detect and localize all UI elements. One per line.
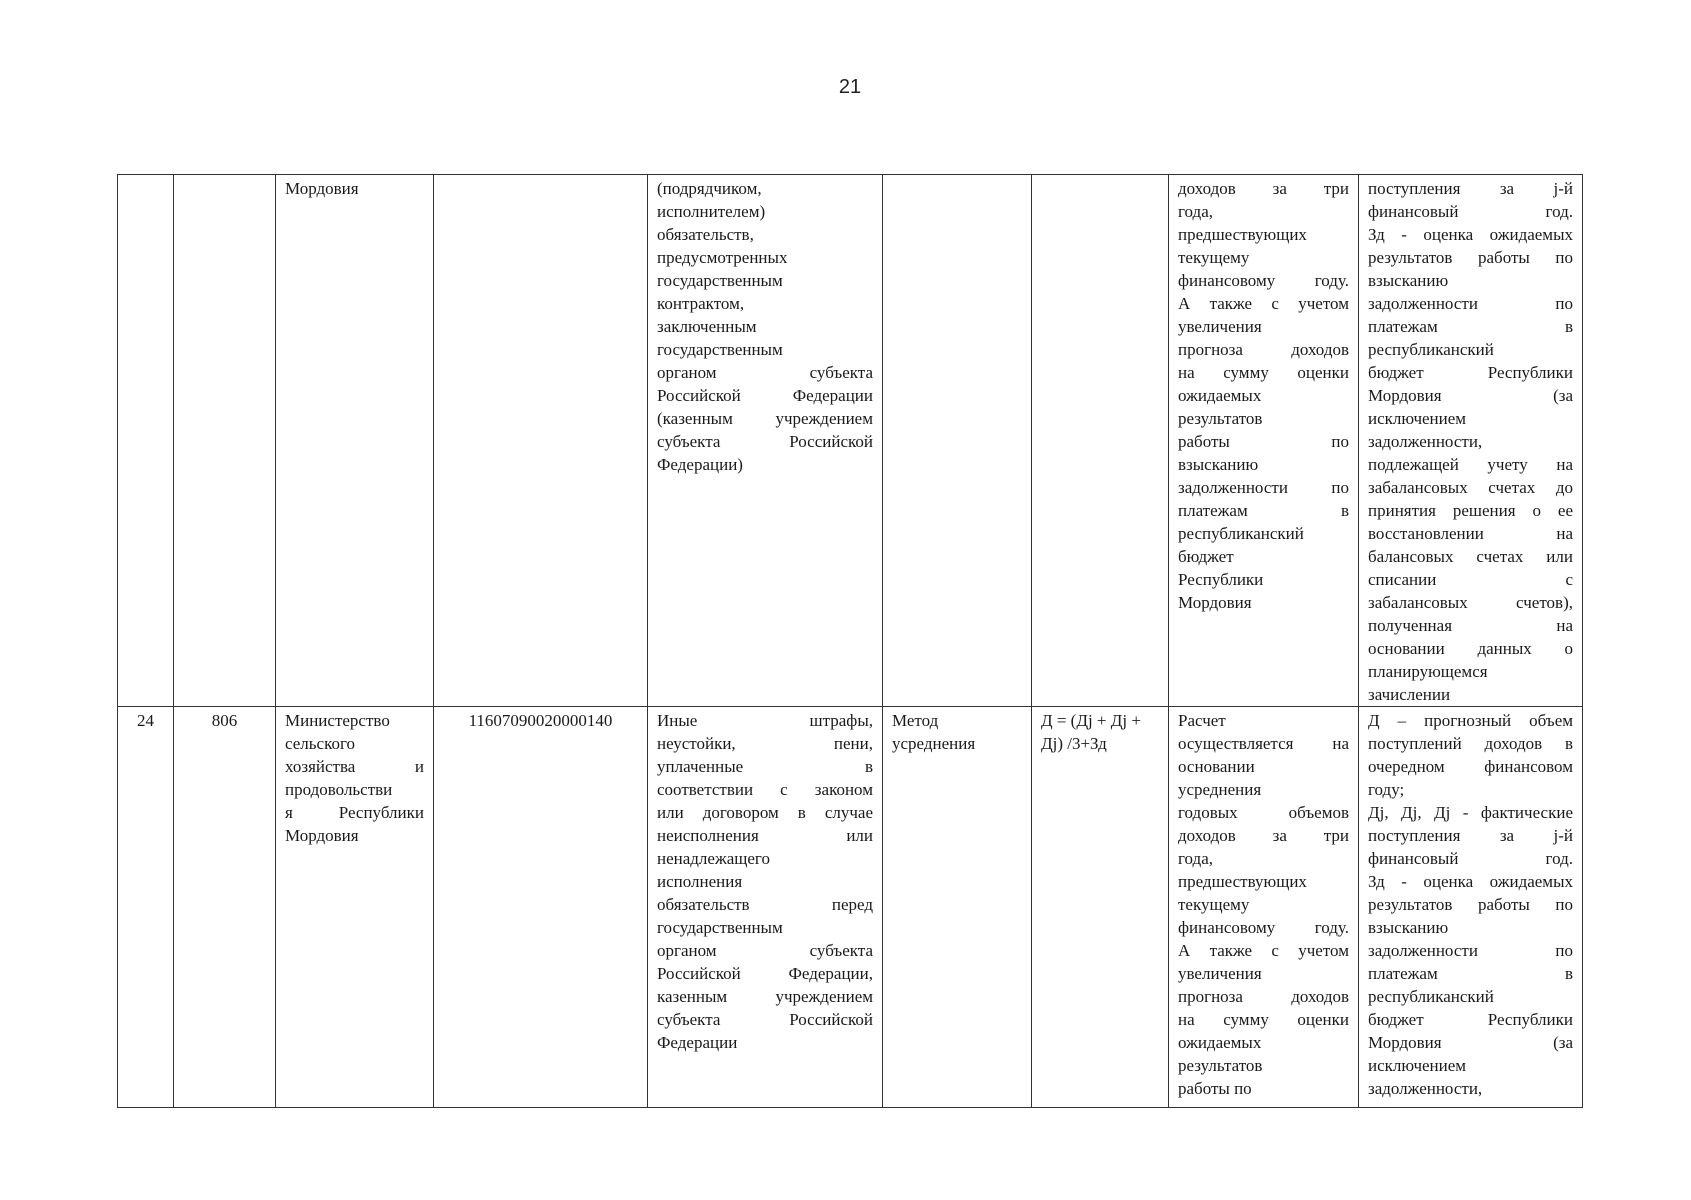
- text-line: забалансовых счетов),: [1368, 593, 1573, 612]
- administrator-cell: [276, 707, 434, 1108]
- text-line: продовольстви: [285, 780, 393, 799]
- text-line: бюджет Республики: [1368, 363, 1573, 382]
- description-cell: [1359, 175, 1583, 707]
- text-line: текущему: [1178, 248, 1250, 267]
- text-line: забалансовых счетах до: [1368, 478, 1573, 497]
- kbk-code-cell: [434, 175, 648, 707]
- text-line: платежам в: [1368, 317, 1573, 336]
- text-line: Дj) /3+Зд: [1041, 734, 1107, 753]
- text-line: Мордовия: [285, 179, 359, 198]
- text-line: году;: [1368, 780, 1405, 799]
- text-line: платежам в: [1178, 501, 1349, 520]
- text-line: исполнителем): [657, 202, 766, 221]
- text-line: прогноза доходов: [1178, 987, 1349, 1006]
- text-line: А также с учетом: [1178, 294, 1349, 313]
- text-line: поступления за j-й: [1368, 179, 1573, 198]
- text-line: Метод: [892, 711, 939, 730]
- revenue-name-cell: [648, 175, 883, 707]
- text-line: субъекта Российской: [657, 1010, 873, 1029]
- text-line: Федерации: [657, 1033, 738, 1052]
- text-line: работы по: [1178, 432, 1349, 451]
- text-line: Федерации): [657, 455, 743, 474]
- page-number: 21: [838, 76, 862, 98]
- text-line: республиканский: [1368, 987, 1494, 1006]
- text-line: ожидаемых: [1178, 1033, 1262, 1052]
- text-line: Российской Федерации,: [657, 964, 873, 983]
- text-line: Мордовия (за: [1368, 1033, 1573, 1052]
- text-line: полученная на: [1368, 616, 1573, 635]
- table-row: [118, 707, 1583, 1108]
- text-line: увеличения: [1178, 317, 1262, 336]
- method-cell: [883, 175, 1032, 707]
- text-line: задолженности по: [1178, 478, 1349, 497]
- text-line: неустойки, пени,: [657, 734, 873, 753]
- text-line: Дj, Дj, Дj - фактические: [1368, 803, 1573, 822]
- text-line: исключением: [1368, 409, 1467, 428]
- text-line: хозяйства и: [285, 757, 424, 776]
- text-line: восстановлении на: [1368, 524, 1573, 543]
- text-line: Российской Федерации: [657, 386, 873, 405]
- text-line: задолженности,: [1368, 1079, 1483, 1098]
- text-line: взысканию: [1178, 455, 1259, 474]
- text-line: казенным учреждением: [657, 987, 873, 1006]
- text-line: на сумму оценки: [1178, 1010, 1349, 1029]
- text-line: Иные штрафы,: [657, 711, 873, 730]
- text-line: усреднения: [892, 734, 976, 753]
- text-line: уплаченные в: [657, 757, 873, 776]
- text-line: Д – прогнозный объем: [1368, 711, 1573, 730]
- text-line: государственным: [657, 918, 783, 937]
- text-line: задолженности по: [1368, 294, 1573, 313]
- text-line: неисполнения или: [657, 826, 873, 845]
- text-line: Мордовия: [285, 826, 359, 845]
- text-line: я Республики: [285, 803, 424, 822]
- algorithm-cell: [1169, 175, 1359, 707]
- text-line: Зд - оценка ожидаемых: [1368, 225, 1573, 244]
- text-line: платежам в: [1368, 964, 1573, 983]
- text-line: финансовый год.: [1368, 849, 1573, 868]
- text-line: бюджет Республики: [1368, 1010, 1573, 1029]
- formula-cell: [1032, 175, 1169, 707]
- text-line: Мордовия: [1178, 593, 1252, 612]
- text-line: субъекта Российской: [657, 432, 873, 451]
- text-line: результатов: [1178, 1056, 1263, 1075]
- row-number-cell: [118, 175, 174, 707]
- revenue-forecast-table: [117, 174, 1583, 1108]
- text-line: балансовых счетах или: [1368, 547, 1573, 566]
- text-line: Д = (Дj + Дj +: [1041, 711, 1141, 730]
- text-line: исключением: [1368, 1056, 1467, 1075]
- text-line: очередном финансовом: [1368, 757, 1573, 776]
- text-line: Республики: [1178, 570, 1264, 589]
- text-line: (подрядчиком,: [657, 179, 762, 198]
- text-line: органом субъекта: [657, 363, 873, 382]
- text-line: бюджет: [1178, 547, 1234, 566]
- text-line: планирующемся: [1368, 662, 1488, 681]
- algorithm-cell: [1169, 707, 1359, 1108]
- text-line: зачислении: [1368, 685, 1451, 704]
- text-line: заключенным: [657, 317, 757, 336]
- table-row: [118, 175, 1583, 707]
- text-line: финансовому году.: [1178, 918, 1349, 937]
- text-line: года,: [1178, 849, 1214, 868]
- text-line: Мордовия (за: [1368, 386, 1573, 405]
- text-line: поступления за j-й: [1368, 826, 1573, 845]
- text-line: соответствии с законом: [657, 780, 873, 799]
- text-line: года,: [1178, 202, 1214, 221]
- text-line: доходов за три: [1178, 826, 1349, 845]
- text-line: поступлений доходов в: [1368, 734, 1573, 753]
- text-line: обязательств перед: [657, 895, 873, 914]
- text-line: Расчет: [1178, 711, 1226, 730]
- text-line: осуществляется на: [1178, 734, 1349, 753]
- text-line: республиканский: [1178, 524, 1304, 543]
- text-line: органом субъекта: [657, 941, 873, 960]
- text-line: основании: [1178, 757, 1255, 776]
- text-line: ожидаемых: [1178, 386, 1262, 405]
- text-line: сельского: [285, 734, 356, 753]
- text-line: исполнения: [657, 872, 743, 891]
- text-line: прогноза доходов: [1178, 340, 1349, 359]
- text-line: годовых объемов: [1178, 803, 1349, 822]
- text-line: результатов работы по: [1368, 895, 1573, 914]
- text-line: результатов работы по: [1368, 248, 1573, 267]
- text-line: текущему: [1178, 895, 1250, 914]
- text-line: А также с учетом: [1178, 941, 1349, 960]
- text-line: задолженности по: [1368, 941, 1573, 960]
- text-line: подлежащей учету на: [1368, 455, 1573, 474]
- text-line: доходов за три: [1178, 179, 1349, 198]
- text-line: контрактом,: [657, 294, 745, 313]
- text-line: результатов: [1178, 409, 1263, 428]
- method-cell: [883, 707, 1032, 1108]
- text-line: основании данных о: [1368, 639, 1573, 658]
- table-body: [118, 175, 1583, 1108]
- text-line: республиканский: [1368, 340, 1494, 359]
- text-line: принятия решения о ее: [1368, 501, 1573, 520]
- text-line: списании с: [1368, 570, 1573, 589]
- text-line: Зд - оценка ожидаемых: [1368, 872, 1573, 891]
- text-line: усреднения: [1178, 780, 1262, 799]
- text-line: финансовый год.: [1368, 202, 1573, 221]
- revenue-name-cell: [648, 707, 883, 1108]
- text-line: государственным: [657, 271, 783, 290]
- text-line: ненадлежащего: [657, 849, 770, 868]
- text-line: государственным: [657, 340, 783, 359]
- text-line: или договором в случае: [657, 803, 873, 822]
- text-line: взысканию: [1368, 918, 1449, 937]
- text-line: обязательств,: [657, 225, 754, 244]
- text-line: предшествующих: [1178, 225, 1307, 244]
- text-line: работы по: [1178, 1079, 1252, 1098]
- description-cell: [1359, 707, 1583, 1108]
- text-line: (казенным учреждением: [657, 409, 873, 428]
- admin-code-cell: 806: [174, 707, 276, 1108]
- text-line: финансовому году.: [1178, 271, 1349, 290]
- text-line: увеличения: [1178, 964, 1262, 983]
- text-line: взысканию: [1368, 271, 1449, 290]
- administrator-cell: [276, 175, 434, 707]
- kbk-code-cell: 11607090020000140: [434, 707, 648, 1108]
- text-line: предусмотренных: [657, 248, 788, 267]
- text-line: задолженности,: [1368, 432, 1483, 451]
- text-line: предшествующих: [1178, 872, 1307, 891]
- text-line: на сумму оценки: [1178, 363, 1349, 382]
- text-line: Министерство: [285, 711, 390, 730]
- row-number-cell: 24: [118, 707, 174, 1108]
- formula-cell: [1032, 707, 1169, 1108]
- admin-code-cell: [174, 175, 276, 707]
